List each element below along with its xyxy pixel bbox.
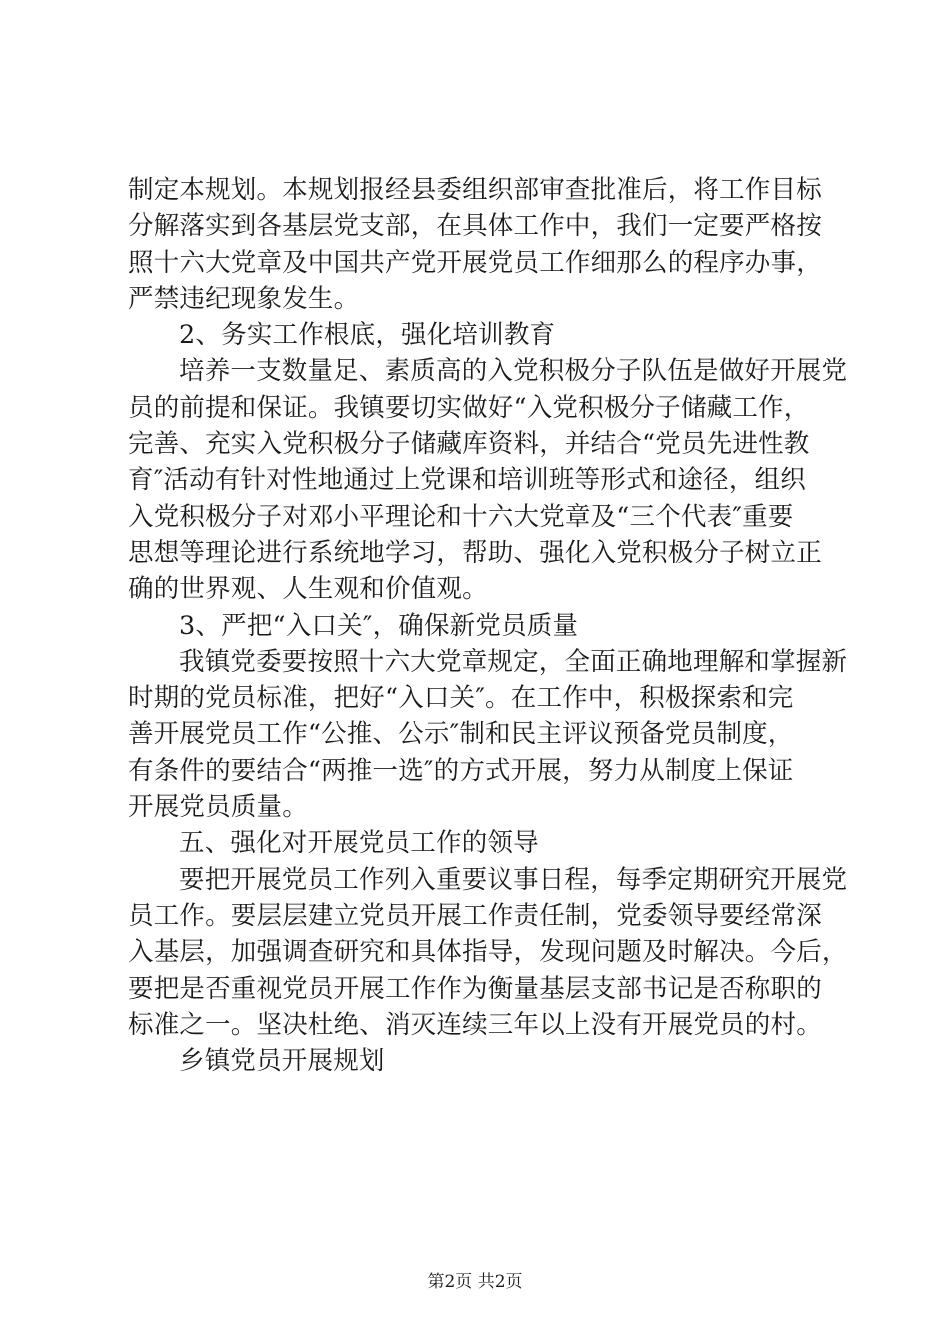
- document-body: [128, 172, 848, 1079]
- text-line: 我镇党委要按照十六大党章规定，全面正确地理解和掌握新: [179, 646, 848, 677]
- text-line: 完善、充实入党积极分子储藏库资料，并结合“党员先进性教: [128, 429, 810, 460]
- text-line: 要把开展党员工作列入重要议事日程，每季定期研究开展党: [179, 864, 848, 895]
- text-line: 有条件的要结合“两推一选″的方式开展，努力从制度上保证: [128, 755, 794, 786]
- page-footer: 第2页 共2页: [427, 1272, 523, 1292]
- text-line: 员的前提和保证。我镇要切实做好“入党积极分子储藏工作，: [128, 392, 810, 423]
- text-line: 开展党员质量。: [128, 792, 308, 823]
- text-line: 思想等理论进行系统地学习，帮助、强化入党积极分子树立正: [128, 537, 822, 568]
- text-line: 育″活动有针对性地通过上党课和培训班等形式和途径，组织: [128, 465, 806, 496]
- section-heading: 五、强化对开展党员工作的领导: [179, 828, 539, 859]
- section-heading: 2、务实工作根底，强化培训教育: [179, 320, 556, 351]
- text-line: 要把是否重视党员开展工作作为衡量基层支部书记是否称职的: [128, 973, 822, 1004]
- closing-title: 乡镇党员开展规划: [179, 1046, 385, 1077]
- text-line: 员工作。要层层建立党员开展工作责任制，党委领导要经常深: [128, 900, 822, 931]
- text-line: 照十六大党章及中国共产党开展党员工作细那么的程序办事，: [128, 247, 822, 278]
- text-line: 入基层，加强调查研究和具体指导，发现问题及时解决。今后，: [128, 937, 848, 968]
- text-line: 标准之一。坚决杜绝、消灭连续三年以上没有开展党员的村。: [128, 1009, 822, 1040]
- text-line: 善开展党员工作“公推、公示″制和民主评议预备党员制度，: [128, 719, 794, 750]
- text-line: 严禁违纪现象发生。: [128, 283, 360, 314]
- section-heading: 3、严把“入口关″，确保新党员质量: [179, 610, 579, 641]
- text-line: 制定本规划。本规划报经县委组织部审查批准后，将工作目标: [128, 175, 822, 205]
- text-line: 培养一支数量足、素质高的入党积极分子队伍是做好开展党: [179, 356, 848, 387]
- text-line: 分解落实到各基层党支部，在具体工作中，我们一定要严格按: [128, 211, 822, 242]
- text-line: 确的世界观、人生观和价值观。: [128, 574, 488, 605]
- text-line: 入党积极分子对邓小平理论和十六大党章及“三个代表″重要: [128, 501, 794, 532]
- text-line: 时期的党员标准，把好“入口关″。在工作中，积极探索和完: [128, 683, 794, 714]
